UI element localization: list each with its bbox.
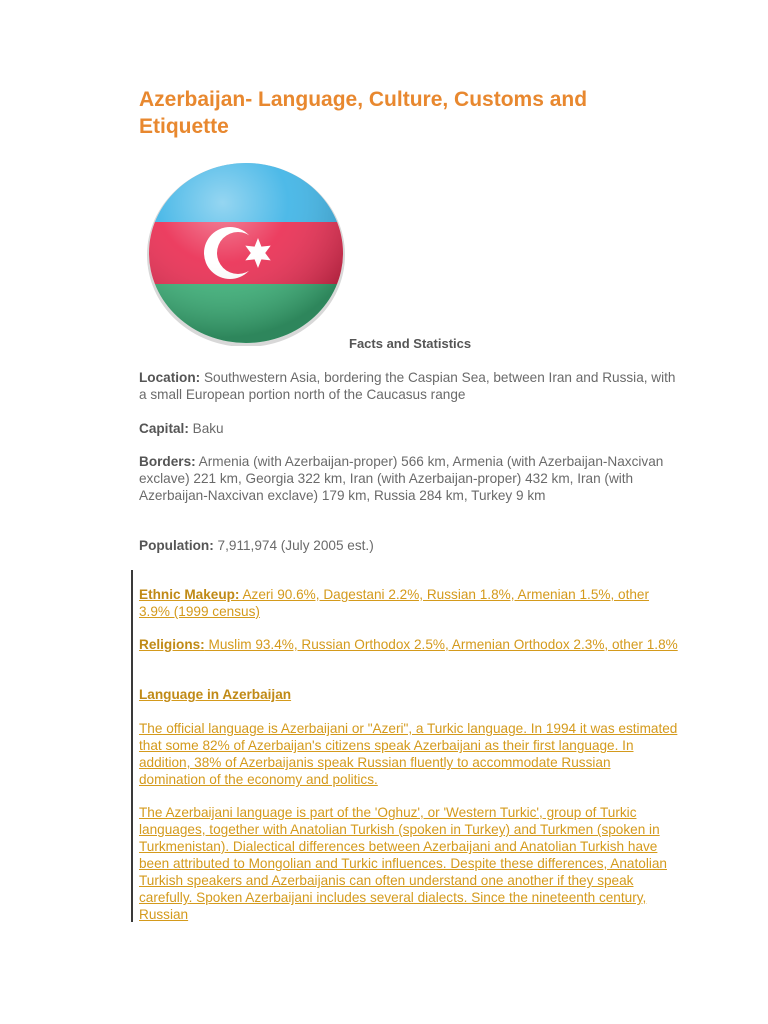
religions-paragraph[interactable] — [139, 636, 679, 653]
language-paragraph-1[interactable] — [139, 720, 679, 788]
population-paragraph — [139, 537, 679, 554]
religions-label: Religions: — [139, 637, 205, 652]
religions-value: Muslim 93.4%, Russian Orthodox 2.5%, Armenian Orthodox 2.3%, other 1.8% — [204, 637, 678, 652]
capital-value: Baku — [188, 421, 224, 436]
language-heading[interactable] — [139, 686, 679, 703]
population-label: Population: — [139, 538, 214, 553]
capital-label: Capital: — [139, 421, 189, 436]
facts-heading: Facts and Statistics — [349, 336, 472, 351]
language-p2-link[interactable]: The Azerbaijani language is part of the 'Oghuz', or 'Western Turkic', group of Turkic languages, together with Anatolian Turkish (spoken in Turkey) and Turkmen (spoken in Turkmenistan). Dialectical differences between Azerbaijani and Anatolian Turkish have been attributed to Mongolian and Turkic influences. Despite these differences, Anatolian Turkish speakers and Azerbaijanis can often understand one another if they speak carefully. Spoken Azerbaijani includes several dialects. Since the nineteenth century, Russian — [139, 805, 667, 922]
borders-label: Borders: — [139, 454, 196, 469]
language-heading-link[interactable] — [139, 687, 291, 702]
language-heading-text: Language in Azerbaijan — [139, 687, 292, 702]
population-value: 7,911,974 (July 2005 est.) — [213, 538, 374, 553]
ethnic-value: Azeri 90.6%, Dagestani 2.2%, Russian 1.8%, Armenian 1.5%, other 3.9% (1999 census) — [139, 587, 650, 619]
azerbaijan-flag-icon — [146, 160, 346, 346]
location-value: Southwestern Asia, bordering the Caspian Sea, between Iran and Russia, with a small European portion north of the Caucasus range — [139, 370, 676, 402]
page-title: Azerbaijan- Language, Culture, Customs and Etiquette — [139, 88, 588, 138]
language-p1-link[interactable]: The official language is Azerbaijani or "Azeri", a Turkic language. In 1994 it was estimated that some 82% of Azerbaijan's citizens speak Azerbaijani as their first language. In addition, 38% of Azerbaijanis speak Russian fluently to accommodate Russian domination of the economy and politics. — [139, 721, 678, 787]
ethnic-paragraph[interactable] — [139, 586, 679, 620]
language-paragraph-2[interactable] — [139, 804, 679, 923]
capital-paragraph — [139, 420, 679, 437]
location-label: Location: — [139, 370, 201, 385]
ethnic-link[interactable] — [139, 587, 649, 619]
religions-link[interactable] — [139, 637, 678, 652]
location-paragraph — [139, 369, 679, 403]
borders-paragraph — [139, 453, 679, 504]
ethnic-label: Ethnic Makeup: — [139, 587, 240, 602]
borders-value: Armenia (with Azerbaijan-proper) 566 km, Armenia (with Azerbaijan-Naxcivan exclave) 221 km, Georgia 322 km, Iran (with Azerbaijan-proper) 432 km, Iran (with Azerbaijan-Naxcivan exclave) 179 km, Russia 284 km, Turkey 9 km — [139, 454, 664, 503]
